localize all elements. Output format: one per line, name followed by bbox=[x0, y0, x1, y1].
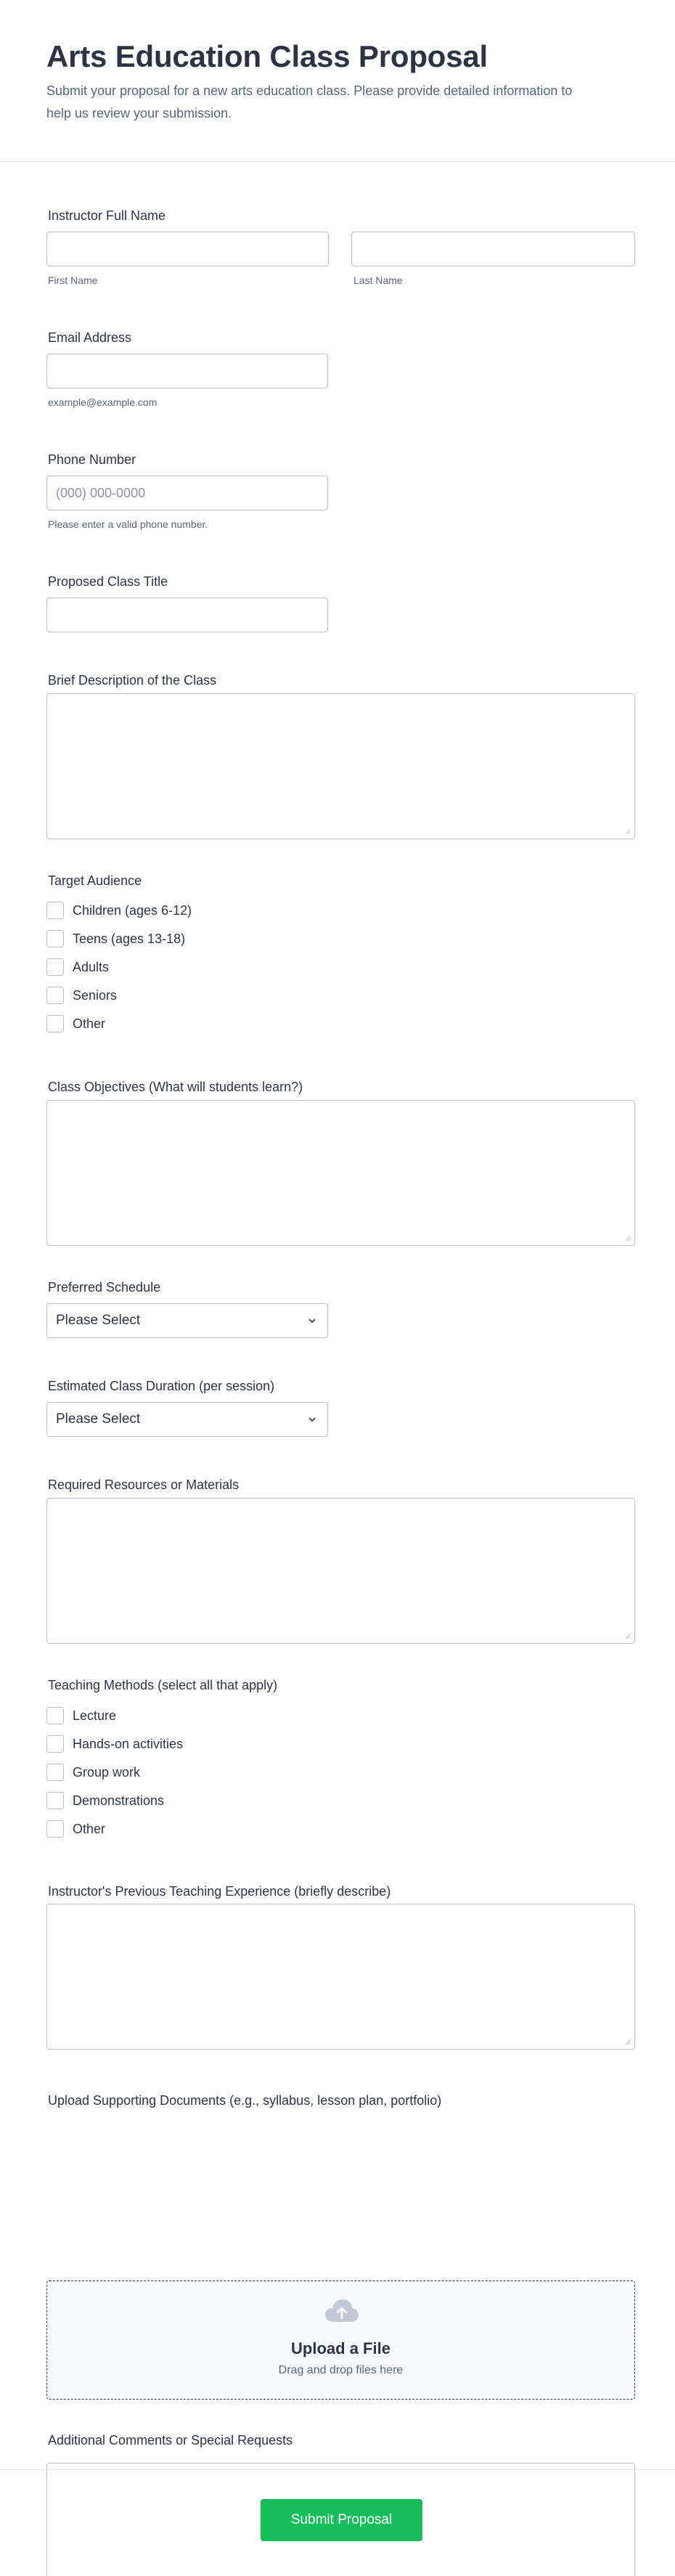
upload-title: Upload a File bbox=[291, 2339, 390, 2357]
class-title-label: Proposed Class Title bbox=[48, 574, 168, 589]
checkbox[interactable] bbox=[46, 1735, 64, 1753]
experience-label: Instructor's Previous Teaching Experience (briefly describe) bbox=[48, 1884, 391, 1899]
method-option-demonstrations[interactable] bbox=[46, 1791, 164, 1810]
checkbox-label: Demonstrations bbox=[73, 1793, 165, 1808]
chevron-down-icon bbox=[307, 1414, 317, 1424]
checkbox[interactable] bbox=[46, 1792, 64, 1809]
email-input[interactable] bbox=[46, 354, 328, 388]
method-option-group-work[interactable] bbox=[46, 1763, 140, 1782]
checkbox-label: Lecture bbox=[73, 1708, 117, 1723]
submit-proposal-button[interactable]: Submit Proposal bbox=[261, 2499, 422, 2541]
checkbox-label: Adults bbox=[73, 959, 110, 974]
first-name-sublabel: First Name bbox=[48, 274, 98, 286]
email-label: Email Address bbox=[48, 330, 132, 345]
audience-option-teens[interactable] bbox=[46, 929, 185, 948]
email-sublabel: example@example.com bbox=[48, 396, 158, 408]
file-upload-dropzone[interactable] bbox=[46, 2281, 635, 2400]
checkbox[interactable] bbox=[46, 987, 64, 1004]
comments-label: Additional Comments or Special Requests bbox=[48, 2433, 293, 2447]
phone-sublabel: Please enter a valid phone number. bbox=[48, 518, 208, 530]
method-option-other[interactable] bbox=[46, 1819, 105, 1838]
checkbox-label: Hands-on activities bbox=[73, 1736, 184, 1751]
schedule-label: Preferred Schedule bbox=[48, 1280, 161, 1295]
first-name-input[interactable] bbox=[46, 232, 329, 266]
resize-handle-icon[interactable] bbox=[623, 1632, 631, 1639]
objectives-textarea[interactable] bbox=[46, 1100, 635, 1246]
description-textarea[interactable] bbox=[46, 693, 635, 839]
description-label: Brief Description of the Class bbox=[48, 673, 217, 688]
audience-option-children[interactable] bbox=[46, 901, 192, 920]
method-option-hands-on[interactable] bbox=[46, 1735, 183, 1753]
class-title-input[interactable] bbox=[46, 598, 328, 632]
resources-textarea[interactable] bbox=[46, 1498, 635, 1644]
checkbox[interactable] bbox=[46, 1015, 64, 1032]
checkbox-label: Group work bbox=[73, 1764, 141, 1780]
footer-divider bbox=[0, 2469, 675, 2470]
resize-handle-icon[interactable] bbox=[623, 1234, 631, 1242]
checkbox[interactable] bbox=[46, 958, 64, 976]
form-title: Arts Education Class Proposal bbox=[46, 39, 488, 73]
phone-input[interactable] bbox=[46, 476, 328, 510]
checkbox[interactable] bbox=[46, 1820, 64, 1838]
checkbox-label: Other bbox=[73, 1821, 106, 1836]
duration-select-value: Please Select bbox=[56, 1411, 141, 1427]
duration-select[interactable] bbox=[46, 1402, 328, 1437]
last-name-input[interactable] bbox=[351, 232, 635, 266]
schedule-select-value: Please Select bbox=[56, 1313, 141, 1328]
form-header bbox=[0, 0, 675, 162]
checkbox[interactable] bbox=[46, 1707, 64, 1724]
audience-option-other[interactable] bbox=[46, 1014, 105, 1033]
phone-label: Phone Number bbox=[48, 452, 136, 467]
cloud-upload-icon bbox=[324, 2297, 360, 2326]
form-subtitle: Submit your proposal for a new arts education class. Please provide detailed information to help us review your submission. bbox=[46, 83, 573, 121]
upload-hint: Drag and drop files here bbox=[278, 2364, 404, 2376]
teaching-methods-label: Teaching Methods (select all that apply) bbox=[48, 1678, 278, 1692]
method-option-lecture[interactable] bbox=[46, 1706, 116, 1725]
target-audience-label: Target Audience bbox=[48, 873, 142, 888]
upload-label: Upload Supporting Documents (e.g., syllabus, lesson plan, portfolio) bbox=[48, 2093, 442, 2108]
schedule-select[interactable] bbox=[46, 1303, 328, 1338]
resize-handle-icon[interactable] bbox=[623, 828, 631, 835]
chevron-down-icon bbox=[307, 1316, 317, 1326]
checkbox-label: Teens (ages 13-18) bbox=[73, 931, 186, 946]
checkbox[interactable] bbox=[46, 1764, 64, 1781]
checkbox-label: Other bbox=[73, 1016, 106, 1031]
resources-label: Required Resources or Materials bbox=[48, 1477, 240, 1492]
checkbox-label: Children (ages 6-12) bbox=[73, 902, 192, 918]
duration-label: Estimated Class Duration (per session) bbox=[48, 1379, 275, 1393]
checkbox[interactable] bbox=[46, 930, 64, 947]
instructor-name-label: Instructor Full Name bbox=[48, 208, 166, 223]
audience-option-seniors[interactable] bbox=[46, 986, 117, 1005]
audience-option-adults[interactable] bbox=[46, 958, 109, 977]
last-name-sublabel: Last Name bbox=[353, 274, 403, 286]
objectives-label: Class Objectives (What will students learn?) bbox=[48, 1080, 303, 1094]
checkbox-label: Seniors bbox=[73, 987, 118, 1003]
resize-handle-icon[interactable] bbox=[623, 2038, 631, 2045]
experience-textarea[interactable] bbox=[46, 1904, 635, 2050]
checkbox[interactable] bbox=[46, 902, 64, 919]
